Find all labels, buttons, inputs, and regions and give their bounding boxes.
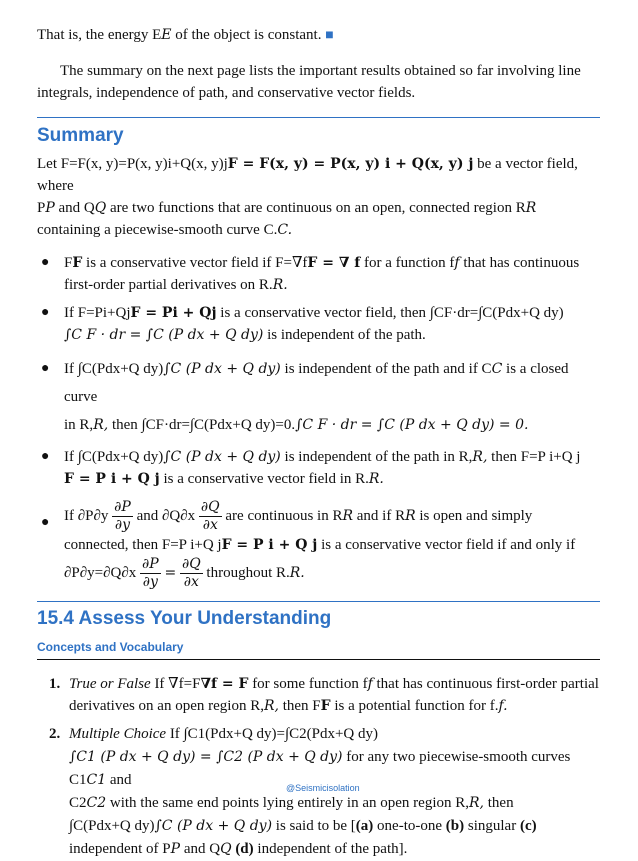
exercise-item: 2. Multiple Choice If ∫C1(Pdx+Q dy)=∫C2(Pdx+Q dy) ∫C1 (P dx + Q dy) = ∫C2 (P dx + Q dy) for any two piecewise-smooth curves C1C1 and C2C2 with the same end points lying entirely in an open region R,R, then ∫C(Pdx+Q dy)∫C (P dx + Q dy) is said to be [(a) one-to-one (b) singular (c) independent of PP and QQ (d) independent of the path]. (49, 726, 571, 857)
list-item: ● If ∫C(Pdx+Q dy)∫C (P dx + Q dy) is independent of the path and if CC is a closed curve in R,R, then ∫CF·dr=∫C(Pdx+Q dy)=0.∫C F · dr = ∫C (P dx + Q dy) = 0. (37, 355, 600, 439)
divider (37, 601, 600, 602)
list-item: ● If ∂P∂y $\frac{\partial P}{\partial y}$ and ∂Q∂x $\frac{\partial Q}{\partial x}$ are continuous in RR and if RR is open and simply connected, then F=P i+Q jF = P i + Q j is a conservative vector field if and only if ∂P∂y=∂Q∂x $\frac{\partial P}{\partial y}$ = $\frac{\partial Q}{\partial x}$ throughout R.R. (41, 499, 576, 590)
divider (37, 117, 600, 118)
fraction-dq-dx: $\frac{\partial Q}{\partial x}$ (181, 556, 201, 590)
summary-list (37, 252, 600, 591)
summary-let-paragraph: Let F=F(x, y)=P(x, y)i+Q(x, y)jF = F(x, y) = P(x, y) i + Q(x, y) j be a vector field, where PP and QQ are two functions that are continuous on an open, connected region RR containing a piecewise-smooth curve C.C. (37, 156, 578, 238)
exercise-list (37, 673, 600, 861)
concepts-subheading: Concepts and Vocabulary (37, 636, 600, 660)
fraction-dq-dx: $\frac{\partial Q}{\partial x}$ (200, 499, 220, 533)
bullet-icon: ● (41, 515, 50, 530)
assess-heading: 15.4 Assess Your Understanding (37, 608, 332, 629)
bullet-icon: ● (41, 449, 50, 464)
list-item: ● If F=Pi+QjF = Pi + Qj is a conservative vector field, then ∫CF·dr=∫C(Pdx+Q dy) ∫C F · dr = ∫C (P dx + Q dy) is independent of the path. (37, 302, 600, 346)
exercise-item: 1. True or False If ∇f=F∇f = F for some function ff that has continuous first-order partial derivatives on an open region R,R, then FF is a potential function for f.f. (49, 676, 599, 714)
summary-intro-paragraph: The summary on the next page lists the important results obtained so far involving line integrals, independence of path, and conservative vector fields. (37, 63, 581, 101)
bullet-icon: ● (41, 305, 50, 320)
fraction-dp-dy: $\frac{\partial P}{\partial y}$ (142, 556, 159, 590)
energy-line: That is, the energy EE of the object is constant. ■ (37, 27, 334, 43)
page (37, 24, 600, 861)
fraction-dp-dy: $\frac{\partial P}{\partial y}$ (114, 499, 131, 533)
list-item: ● If ∫C(Pdx+Q dy)∫C (P dx + Q dy) is independent of the path in R,R, then F=P i+Q j F = P i + Q j is a conservative vector field in R.R. (37, 446, 600, 490)
list-item: ● FF is a conservative vector field if F=∇fF = ∇ f for a function ff that has continuous first-order partial derivatives on R.R. (37, 252, 600, 296)
bullet-icon: ● (41, 361, 50, 376)
summary-heading: Summary (37, 125, 124, 146)
bullet-icon: ● (41, 255, 50, 270)
watermark: @Seismicisolation (286, 783, 360, 793)
qed-square: ■ (325, 28, 334, 43)
